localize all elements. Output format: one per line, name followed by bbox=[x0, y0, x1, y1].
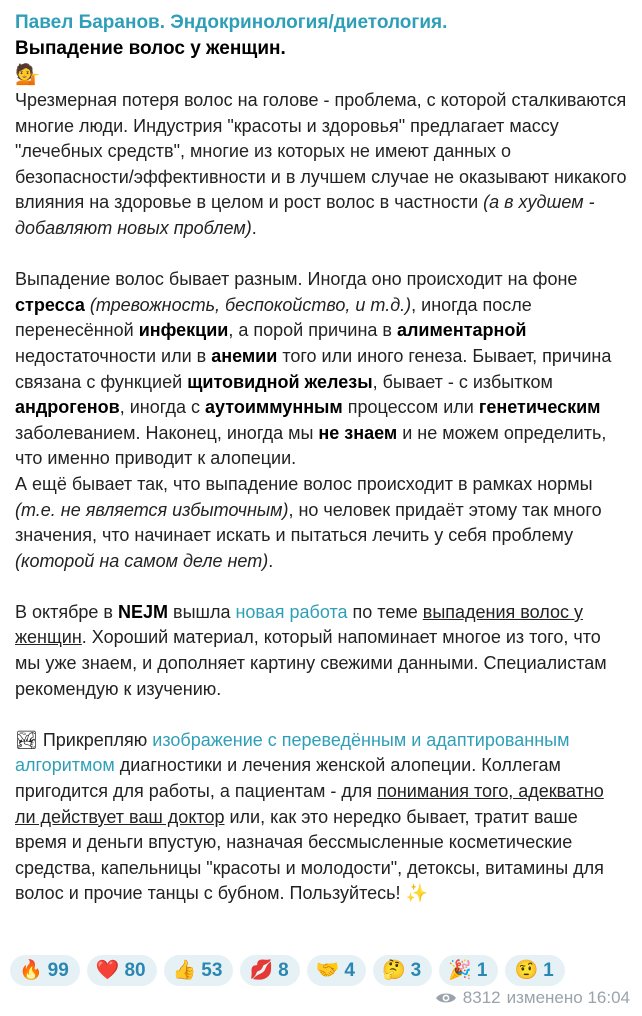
handshake-icon: 🤝 bbox=[315, 960, 340, 981]
post-body bbox=[15, 88, 628, 907]
post-title: Выпадение волос у женщин. bbox=[15, 38, 286, 59]
reaction-count: 4 bbox=[344, 959, 355, 981]
doctor-understanding-link[interactable]: понимания того, адекватно ли действует ваш доктор bbox=[15, 781, 604, 827]
hair-loss-link[interactable]: выпадения волос у женщин bbox=[15, 601, 583, 648]
reaction-handshake[interactable] bbox=[307, 955, 366, 986]
reaction-count: 80 bbox=[124, 959, 146, 981]
view-count: 8312 bbox=[462, 988, 501, 1007]
sparkles-icon: ✨ bbox=[405, 883, 428, 904]
reaction-raised-eyebrow[interactable] bbox=[505, 955, 564, 986]
message-meta bbox=[435, 988, 630, 1008]
reaction-thinking[interactable] bbox=[373, 955, 432, 986]
reaction-party[interactable] bbox=[439, 955, 498, 986]
reaction-count: 8 bbox=[278, 959, 289, 981]
party-popper-icon: 🎉 bbox=[448, 960, 472, 981]
kiss-icon: 💋 bbox=[249, 960, 274, 981]
paragraph-causes: Выпадение волос бывает разным. Иногда оно происходит на фоне стресса (тревожность, беспокойство, и т.д.), иногда после перенесённой инфекции, а порой причина в алиментарной недостаточности или в анемии того или иного генеза. Бывает, причина связана с функцией щитовидной железы, бывает - с избытком андрогенов, иногда с аутоиммунным процессом или генетическим заболеванием. Наконец, иногда мы не знаем и не можем определить, что именно приводит к алопеции. bbox=[15, 269, 612, 469]
reaction-count: 3 bbox=[410, 959, 422, 981]
reaction-count: 1 bbox=[476, 959, 488, 981]
channel-name[interactable]: Павел Баранов. Эндокринология/диетология. bbox=[15, 12, 448, 33]
thumbs-up-icon: 👍 bbox=[172, 960, 197, 981]
landscape-emoji-icon: 🏞 bbox=[15, 729, 38, 750]
paragraph-attachment: 🏞 Прикрепляю изображение с переведённым и адаптированным алгоритмом диагностики и лечения женской алопеции. Коллегам пригодится для работы, а пациентам - для понимания того, адекватно ли действует ваш доктор или, как это нередко бывает, тратит ваше время и деньги впустую, назначая бессмысленные косметические средства, капельницы "красоты и молодости", детоксы, витамины для волос и прочие танцы с бубном. Пользуйтесь! ✨ bbox=[15, 729, 604, 904]
views-eye-icon bbox=[435, 991, 457, 1005]
paragraph-nejm: В октябре в NEJM вышла новая работа по теме выпадения волос у женщин. Хороший материал, который напоминает многое из того, что мы уже знаем, и дополняет картину свежими данными. Специалистам рекомендую к изучению. bbox=[15, 601, 607, 699]
reaction-count: 1 bbox=[543, 959, 554, 981]
raised-eyebrow-icon: 🤨 bbox=[514, 960, 539, 981]
reactions-bar bbox=[10, 955, 565, 986]
fire-icon: 🔥 bbox=[19, 960, 43, 981]
reaction-heart[interactable] bbox=[87, 955, 157, 986]
heart-icon: ❤️ bbox=[95, 960, 120, 981]
thinking-icon: 🤔 bbox=[381, 960, 406, 981]
reaction-fire[interactable] bbox=[10, 955, 80, 986]
paragraph-intro: Чрезмерная потеря волос на голове - проблема, с которой сталкиваются многие люди. Индустрия "красоты и здоровья" предлагает массу "лечебных средств", многие из которых не имеют данных о безопасности/эффективности и в лучшем случае не оказывают никакого влияния на здоровье в целом и рост волос в частности (а в худшем - добавляют новых проблем). bbox=[15, 90, 627, 238]
reaction-thumbs-up[interactable] bbox=[164, 955, 234, 986]
person-emoji-icon: 💁 bbox=[15, 64, 40, 86]
paragraph-norm: А ещё бывает так, что выпадение волос происходит в рамках нормы (т.е. не является избыточным), но человек придаёт этому так много значения, что начинает искать и пытаться лечить у себя проблему (которой на самом деле нет). bbox=[15, 473, 602, 571]
reaction-kiss[interactable] bbox=[240, 955, 299, 986]
reaction-count: 99 bbox=[47, 959, 69, 981]
new-paper-link[interactable]: новая работа bbox=[235, 601, 348, 622]
edited-timestamp: изменено 16:04 bbox=[506, 988, 630, 1007]
reaction-count: 53 bbox=[201, 959, 223, 981]
algorithm-image-link[interactable]: изображение с переведённым и адаптированным алгоритмом bbox=[15, 729, 570, 776]
